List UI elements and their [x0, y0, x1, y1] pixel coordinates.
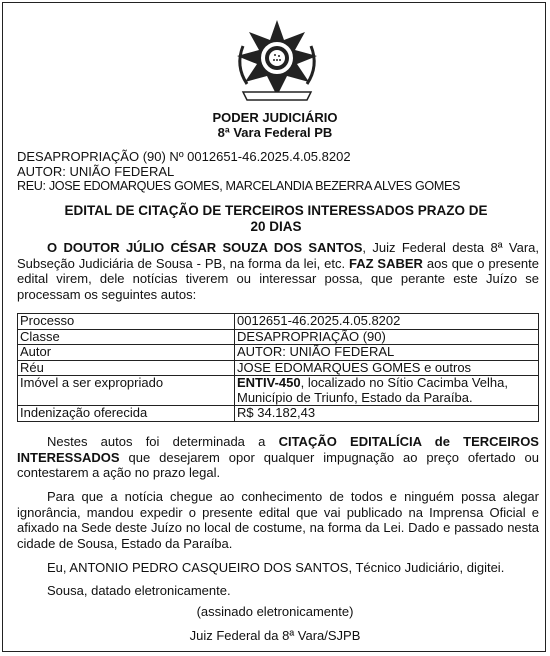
table-row	[18, 329, 539, 345]
table-row	[18, 406, 539, 422]
signature-note: (assinado eletronicamente)	[196, 604, 354, 619]
table-row	[18, 314, 539, 330]
court-name: PODER JUDICIÁRIO	[212, 110, 338, 125]
table-label: Indenização oferecida	[18, 406, 235, 422]
signer-role: Juiz Federal da 8ª Vara/SJPB	[189, 628, 361, 643]
table-row	[18, 345, 539, 361]
faz-saber: FAZ SABER	[348, 255, 423, 271]
judge-name: O DOUTOR JÚLIO CÉSAR SOUZA DOS SANTOS	[47, 240, 363, 255]
date-paragraph: Sousa, datado eletronicamente.	[47, 583, 231, 598]
table-value: JOSE EDOMARQUES GOMES e outros	[235, 360, 539, 376]
edital-title-line1: EDITAL DE CITAÇÃO DE TERCEIROS INTERESSADOS PRAZO DE	[64, 203, 488, 218]
table-label: Classe	[18, 329, 235, 345]
citation-text-b: que desejarem opor qualquer impugnação ao preço ofertado ou contestarem a ação no prazo legal.	[17, 449, 539, 480]
property-location: , localizado no Sítio Cacimba Velha, Município de Triunfo, Estado da Paraíba.	[237, 375, 508, 405]
case-info-table	[17, 313, 539, 422]
table-label: Imóvel a ser expropriado	[18, 376, 235, 406]
intro-text-a: , Juiz Federal desta 8ª Vara, Subseção Judiciária de Sousa - PB, na forma da lei, etc.	[17, 240, 539, 271]
property-code: ENTIV-450	[237, 375, 301, 390]
edital-frame	[2, 2, 546, 652]
publication-paragraph: Para que a notícia chegue ao conhecimento de todos e ninguém possa alegar ignorância, mandou expedir o presente edital que vai publicado na Imprensa Oficial e afixado na Sede deste Juízo no local de costume, na forma da Lei. Dado e passado nesta cidade de Sousa, Estado da Paraíba.	[17, 489, 539, 551]
edital-title-line2: 20 DIAS	[250, 219, 302, 234]
citation-paragraph	[17, 434, 539, 481]
table-label: Processo	[18, 314, 235, 330]
table-value: DESAPROPRIAÇÃO (90)	[235, 329, 539, 345]
court-branch: 8ª Vara Federal PB	[217, 125, 333, 140]
case-class-number: DESAPROPRIAÇÃO (90) Nº 0012651-46.2025.4.05.8202	[17, 149, 351, 164]
table-value: R$ 34.182,43	[235, 406, 539, 422]
intro-text-b: aos que o presente edital virem, dele notícias tiverem ou interessar possa, que perante este Juízo se processam os seguintes autos:	[17, 255, 540, 302]
table-row	[18, 360, 539, 376]
table-value: 0012651-46.2025.4.05.8202	[235, 314, 539, 330]
citation-text-a: Nestes autos foi determinada a	[47, 434, 279, 449]
table-value: AUTOR: UNIÃO FEDERAL	[235, 345, 539, 361]
case-plaintiff: AUTOR: UNIÃO FEDERAL	[17, 164, 175, 179]
typist-paragraph: Eu, ANTONIO PEDRO CASQUEIRO DOS SANTOS, Técnico Judiciário, digitei.	[47, 560, 505, 575]
table-row	[18, 376, 539, 406]
citation-bold: CITAÇÃO EDITALÍCIA de TERCEIROS INTERESSADOS	[17, 434, 539, 465]
table-value	[235, 376, 539, 406]
table-label: Autor	[18, 345, 235, 361]
case-defendants: REU: JOSE EDOMARQUES GOMES, MARCELANDIA BEZERRA ALVES GOMES	[17, 179, 461, 193]
table-label: Réu	[18, 360, 235, 376]
coat-of-arms-emblem	[229, 18, 325, 106]
intro-paragraph	[17, 240, 539, 302]
